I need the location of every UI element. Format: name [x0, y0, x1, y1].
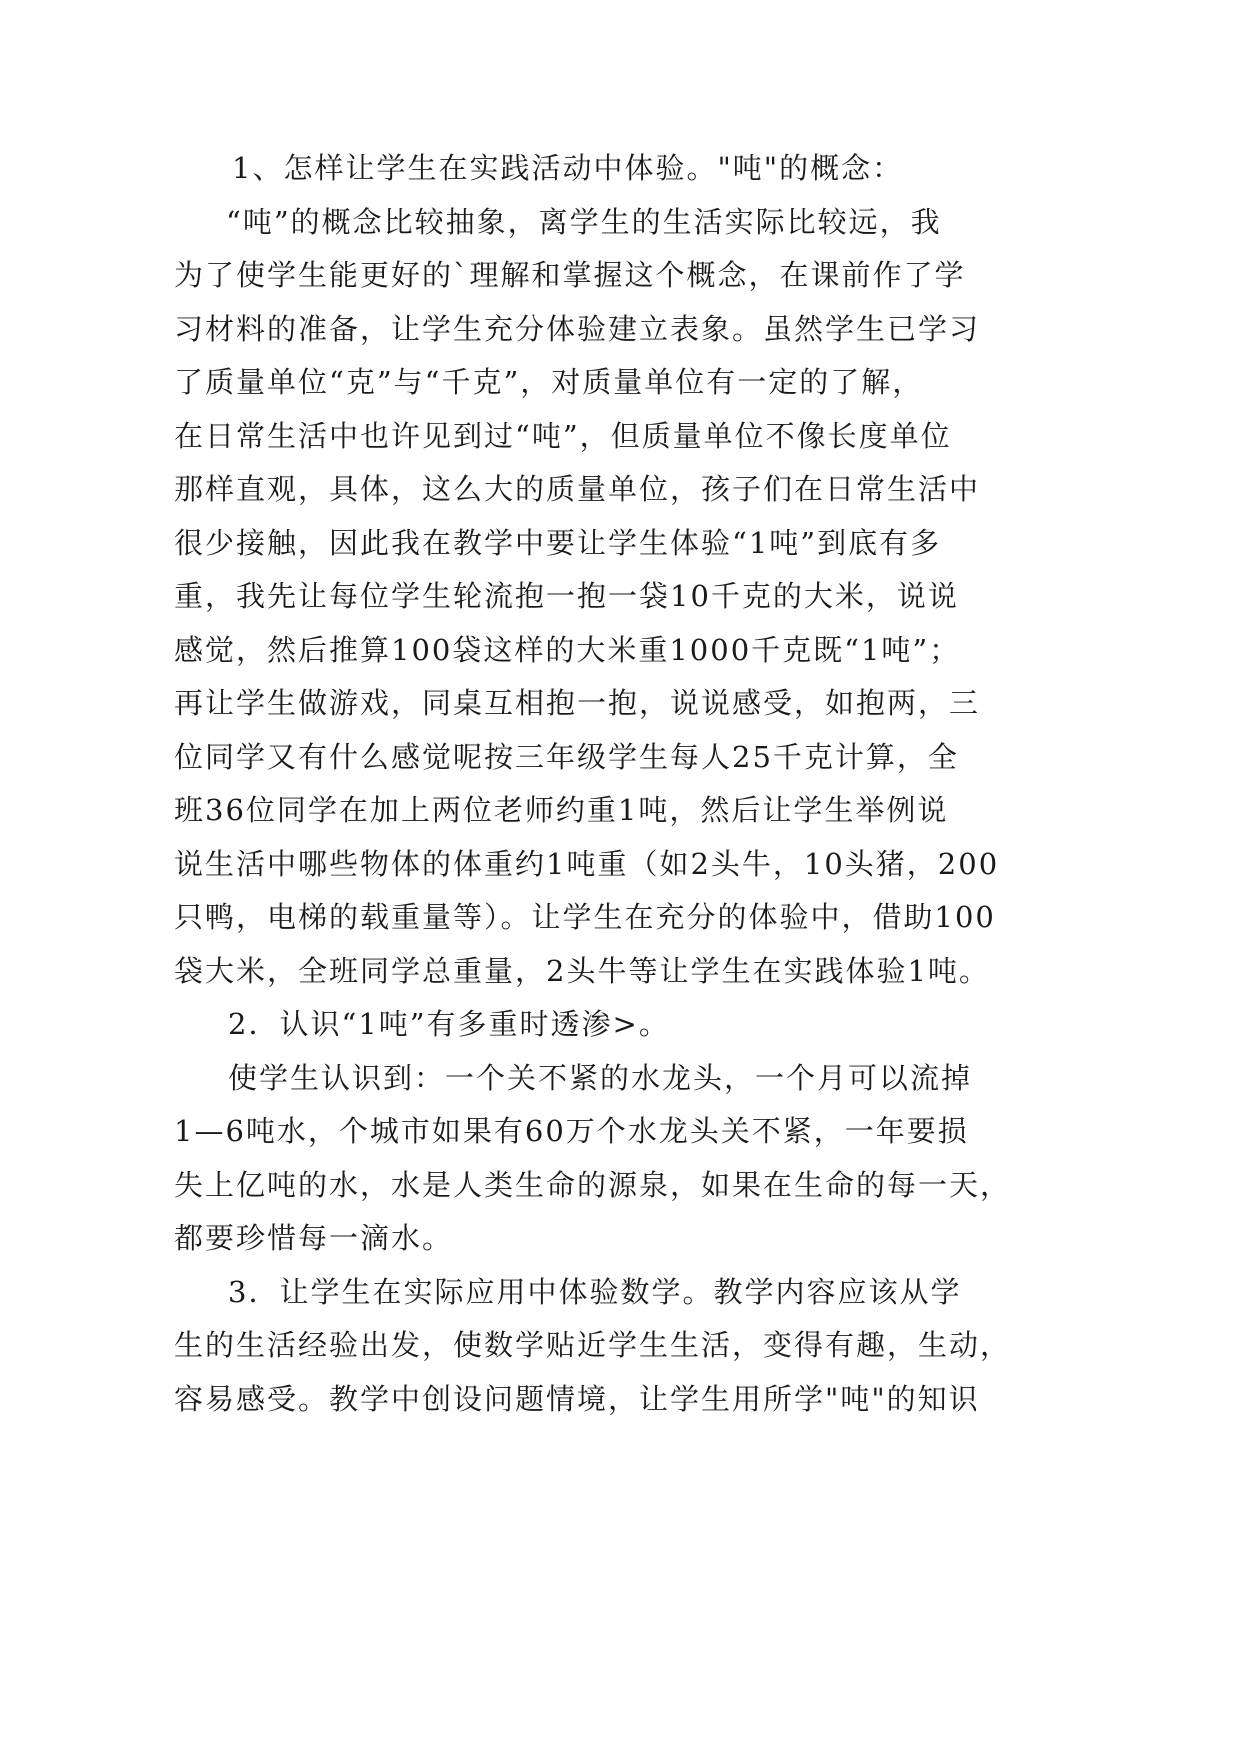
text-line: 1—6吨水，个城市如果有60万个水龙头关不紧，一年要损 — [174, 1114, 969, 1148]
text-line: 了质量单位“克”与“千克”，对质量单位有一定的了解， — [174, 365, 924, 399]
text-line: “吨”的概念比较抽象，离学生的生活实际比较远，我 — [226, 205, 942, 239]
text-line: 使学生认识到：一个关不紧的水龙头，一个月可以流掉 — [228, 1061, 973, 1095]
text-line: 失上亿吨的水，水是人类生命的源泉，如果在生命的每一天， — [174, 1168, 1012, 1202]
text-line: 习材料的准备，让学生充分体验建立表象。虽然学生已学习 — [174, 312, 981, 346]
text-line: 再让学生做游戏，同桌互相抱一抱，说说感受，如抱两，三 — [174, 686, 981, 720]
text-line: 容易感受。教学中创设问题情境，让学生用所学"吨"的知识 — [174, 1382, 980, 1416]
text-line: 重，我先让每位学生轮流抱一抱一袋10千克的大米，说说 — [174, 579, 959, 613]
text-line: 都要珍惜每一滴水。 — [174, 1221, 454, 1255]
text-line: 1、怎样让学生在实践活动中体验。"吨"的概念： — [232, 151, 904, 185]
text-line: 在日常生活中也许见到过“吨”，但质量单位不像长度单位 — [174, 419, 952, 453]
text-line: 袋大米，全班同学总重量，2头牛等让学生在实践体验1吨。 — [174, 954, 990, 988]
text-line: 位同学又有什么感觉呢按三年级学生每人25千克计算，全 — [174, 740, 959, 774]
text-line: 班36位同学在加上两位老师约重1吨，然后让学生举例说 — [174, 793, 949, 827]
text-line: 感觉，然后推算100袋这样的大米重1000千克既“1吨”； — [174, 633, 961, 667]
text-line: 很少接触，因此我在教学中要让学生体验“1吨”到底有多 — [174, 526, 942, 560]
text-line: 生的生活经验出发，使数学贴近学生生活，变得有趣，生动， — [174, 1328, 1012, 1362]
text-line: 只鸭，电梯的载重量等）。让学生在充分的体验中，借助100 — [174, 900, 996, 934]
text-line: 说生活中哪些物体的体重约1吨重（如2头牛，10头猪，200 — [174, 847, 1000, 881]
text-line: 为了使学生能更好的`理解和掌握这个概念，在课前作了学 — [174, 258, 966, 292]
text-line: 3．让学生在实际应用中体验数学。教学内容应该从学 — [228, 1275, 962, 1309]
text-line: 那样直观，具体，这么大的质量单位，孩子们在日常生活中 — [174, 472, 981, 506]
text-line: 2．认识“1吨”有多重时透渗>。 — [228, 1007, 670, 1041]
